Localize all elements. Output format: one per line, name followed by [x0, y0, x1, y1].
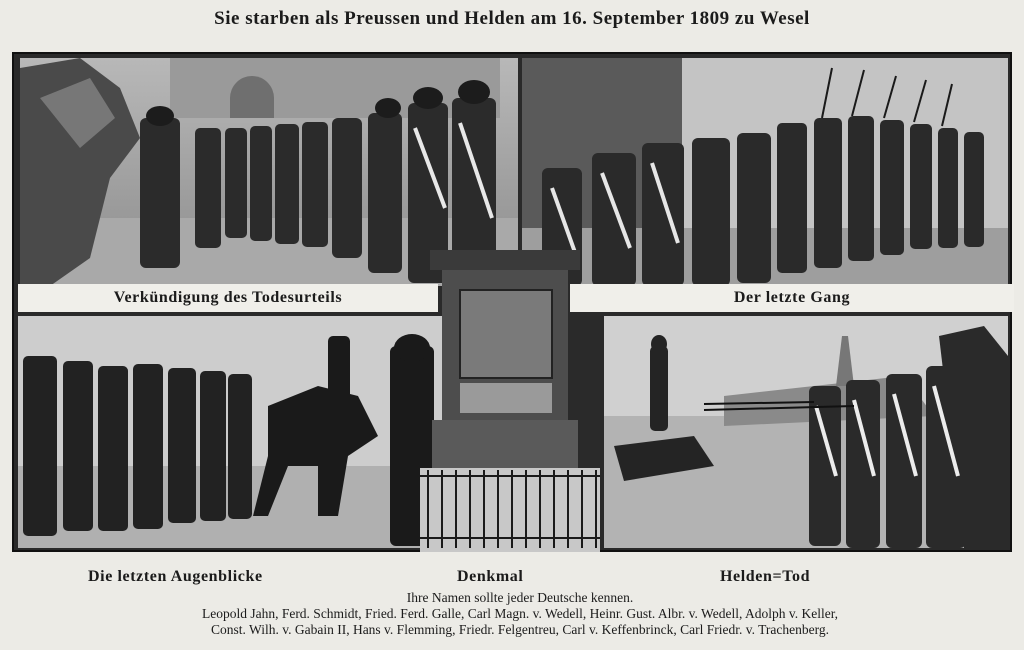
names-line-2: Const. Wilh. v. Gabain II, Hans v. Flemming, Friedr. Felgentreu, Carl v. Keffenbrinck, Carl Friedr. v. Trachenberg.	[211, 622, 829, 637]
heroes-death-illustration	[604, 316, 1008, 548]
caption-heroes-death: Helden=Tod	[720, 568, 811, 585]
postcard-title: Sie starben als Preussen und Helden am 16. September 1809 zu Wesel	[214, 8, 810, 29]
names-line-1: Leopold Jahn, Ferd. Schmidt, Fried. Ferd. Galle, Carl Magn. v. Wedell, Heinr. Gust. Albr. v. Wedell, Adolph v. Keller,	[201, 606, 839, 621]
caption-monument: Denkmal	[457, 568, 524, 585]
panel-heroes-death	[604, 316, 1008, 548]
caption-last-moments: Die letzten Augenblicke	[88, 568, 263, 585]
names-block	[40, 590, 1000, 638]
panel-last-moments	[18, 316, 444, 548]
caption-last-walk: Der letzte Gang	[570, 284, 1014, 312]
caption-verdict: Verkündigung des Todesurteils	[18, 284, 438, 312]
last-moments-illustration	[18, 316, 444, 548]
names-intro: Ihre Namen sollte jeder Deutsche kennen.	[406, 590, 634, 605]
